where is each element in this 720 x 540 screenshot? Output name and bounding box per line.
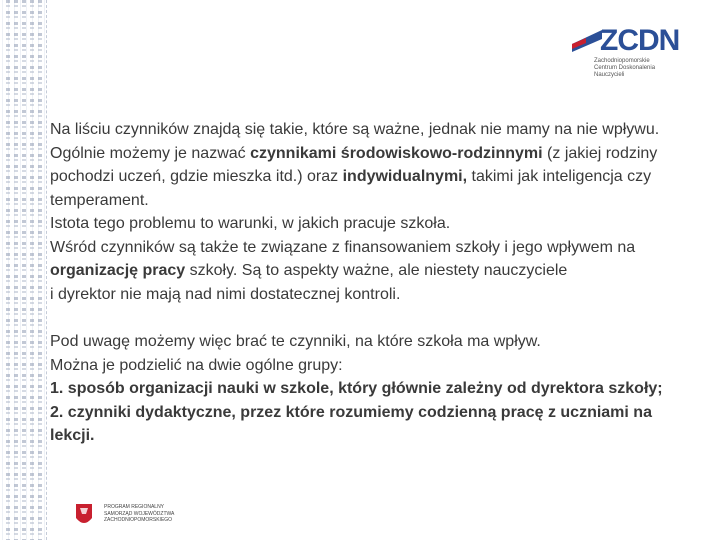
emph-environmental: czynnikami środowiskowo-rodzinnymi <box>250 144 543 162</box>
emph-individual: indywidualnymi, <box>342 168 468 185</box>
paragraph-influence: Pod uwagę możemy więc brać te czynniki, na które szkoła ma wpływ. <box>50 333 541 350</box>
zcdn-logo <box>572 24 682 78</box>
side-text-strip <box>0 0 47 540</box>
footer-region-logo <box>72 500 202 530</box>
logo-subtitle-line1: Zachodniopomorskie <box>594 58 650 64</box>
list-item-didactic: 2. czynniki dydaktyczne, przez które rozumiemy codzienną pracę z uczniami na lekcji. <box>50 403 652 444</box>
paragraph-essence: Istota tego problemu to warunki, w jakich pracuje szkoła. <box>50 215 451 232</box>
logo-subtitle-line2: Centrum Doskonalenia Nauczycieli <box>594 65 656 78</box>
paragraph-control: i dyrektor nie mają nad nimi dostatecznej kontroli. <box>50 285 401 303</box>
footer-text: PROGRAM REGIONALNY SAMORZĄD WOJEWÓDZTWA ZACHODNIOPOMORSKIEGO <box>104 504 175 523</box>
griffin-emblem-icon <box>72 500 96 530</box>
zcdn-logo-mark-icon <box>572 30 602 52</box>
logo-wordmark: ZCDN <box>600 24 680 57</box>
logo-subtitle <box>594 58 684 79</box>
list-item-organization: 1. sposób organizacji nauki w szkole, który głównie zależny od dyrektora szkoły; <box>50 380 663 397</box>
emph-organization: organizację pracy <box>50 262 186 279</box>
paragraph-groups: Można je podzielić na dwie ogólne grupy: <box>50 356 343 374</box>
slide-body <box>50 118 680 448</box>
paragraph-financing: Wśród czynników są także te związane z finansowaniem szkoły i jego wpływem na organizację pracy szkoły. Są to aspekty ważne, ale niestety nauczyciele <box>50 238 636 279</box>
paragraph-factors-outside: Na liściu czynników znajdą się takie, które są ważne, jednak nie mamy na nie wpływu. Ogólnie możemy je nazwać czynnikami środowiskowo-rodzinnymi (z jakiej rodziny pochodzi uczeń, gdzie mieszka itd.) oraz indywidualnymi, takimi jak inteligencja czy temperament. <box>50 121 660 209</box>
